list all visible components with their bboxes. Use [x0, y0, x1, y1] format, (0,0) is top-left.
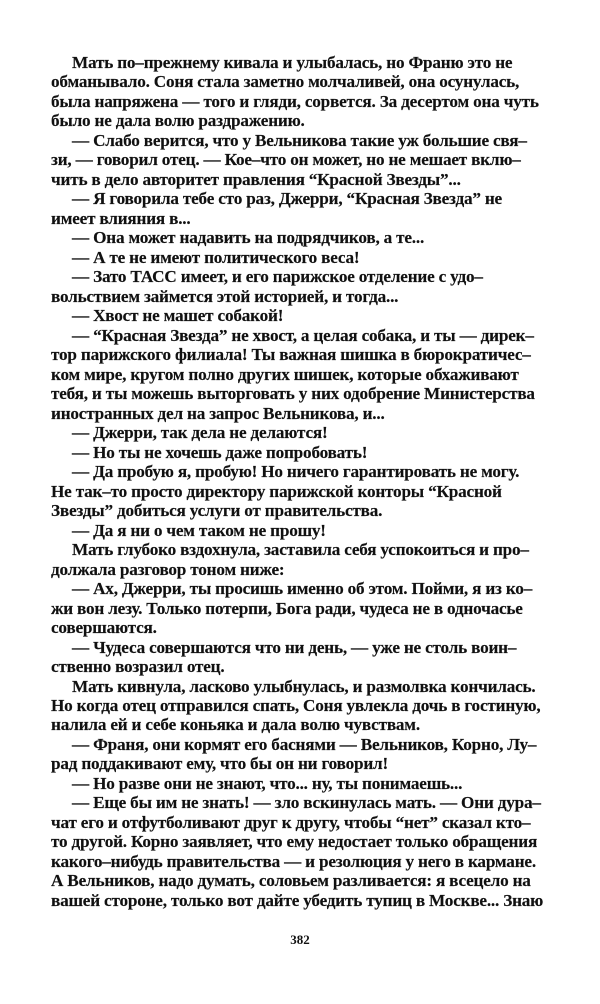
text-line: чить в дело авторитет правления “Красной Звезды”...: [51, 169, 461, 189]
text-line: — Я говорила тебе сто раз, Джерри, “Красная Звезда” не: [72, 189, 502, 209]
text-line: — Чудеса совершаются что ни день, — уже не столь воин–: [72, 637, 517, 657]
text-line: была напряжена — того и гляди, сорвется. За десертом она чуть: [51, 91, 539, 111]
book-page-text: [51, 53, 551, 910]
text-line: обманывало. Соня стала заметно молчаливей, она осунулась,: [51, 72, 520, 92]
text-line: то другой. Корно заявляет, что ему недостает только обращения: [51, 832, 538, 852]
text-line: Мать глубоко вздохнула, заставила себя успокоиться и про–: [72, 540, 529, 560]
text-line: — “Красная Звезда” не хвост, а целая собака, и ты — дирек–: [72, 325, 534, 345]
text-line: — Еще бы им не знать! — зло вскинулась мать. — Они дура–: [72, 793, 541, 813]
text-line: Не так–то просто директору парижской конторы “Красной: [51, 481, 502, 501]
text-line: было не дала волю раздражению.: [51, 111, 305, 131]
text-line: — Слабо верится, что у Вельникова такие уж большие свя–: [72, 130, 527, 150]
text-line: — Ах, Джерри, ты просишь именно об этом. Пойми, я из ко–: [72, 579, 533, 599]
text-line: вашей стороне, только вот дайте убедить тупиц в Москве... Знаю: [51, 890, 544, 910]
text-line: Мать по–прежнему кивала и улыбалась, но Франю это не: [72, 53, 513, 72]
text-line: ственно возразил отец.: [51, 657, 225, 677]
text-line: зи, — говорил отец. — Кое–что он может, но не мешает вклю–: [51, 150, 521, 170]
text-line: — Да пробую я, пробую! Но ничего гарантировать не могу.: [72, 462, 520, 482]
text-line: ком мире, кругом полно других шишек, которые обхаживают: [51, 364, 519, 384]
text-line: вольствием займется этой историей, и тогда...: [51, 286, 399, 306]
text-line: — Джерри, так дела не делаются!: [72, 423, 328, 443]
text-line: Звезды” добиться услуги от правительства.: [51, 501, 383, 521]
text-line: рад поддакивают ему, что бы он ни говорил!: [51, 754, 388, 774]
text-line: тор парижского филиала! Ты важная шишка в бюрократичес–: [51, 345, 531, 365]
text-line: — Хвост не машет собакой!: [72, 306, 284, 326]
text-line: — Но ты не хочешь даже попробовать!: [72, 442, 368, 462]
text-line: какого–нибудь правительства — и резолюция у него в кармане.: [51, 851, 536, 871]
text-line: иностранных дел на запрос Вельникова, и...: [51, 403, 385, 423]
text-line: Но когда отец отправился спать, Соня увлекла дочь в гостиную,: [51, 695, 541, 715]
text-line: А Вельников, надо думать, соловьем разливается: я всецело на: [51, 871, 531, 891]
text-line: — Франя, они кормят его баснями — Вельников, Корно, Лу–: [72, 734, 537, 754]
text-line: жи вон лезу. Только потерпи, Бога ради, чудеса не в одночасье: [51, 598, 523, 618]
text-line: должала разговор тоном ниже:: [51, 559, 285, 579]
text-line: налила ей и себе коньяка и дала волю чувствам.: [51, 715, 420, 735]
text-line: Мать кивнула, ласково улыбнулась, и размолвка кончилась.: [72, 676, 536, 696]
text-line: — А те не имеют политического веса!: [72, 247, 360, 267]
text-line: — Но разве они не знают, что... ну, ты понимаешь...: [72, 773, 463, 793]
text-line: — Она может надавить на подрядчиков, а те...: [72, 228, 425, 248]
text-line: — Зато ТАСС имеет, и его парижское отделение с удо–: [72, 267, 483, 287]
text-line: имеет влияния в...: [51, 208, 191, 228]
text-line: — Да я ни о чем таком не прошу!: [72, 520, 326, 540]
text-line: чат его и отфутболивают друг к другу, чтобы “нет” сказал кто–: [51, 812, 531, 832]
text-line: совершаются.: [51, 618, 157, 638]
text-line: тебя, и ты можешь выторговать у них одобрение Министерства: [51, 384, 535, 404]
page-number: 382: [290, 932, 310, 947]
